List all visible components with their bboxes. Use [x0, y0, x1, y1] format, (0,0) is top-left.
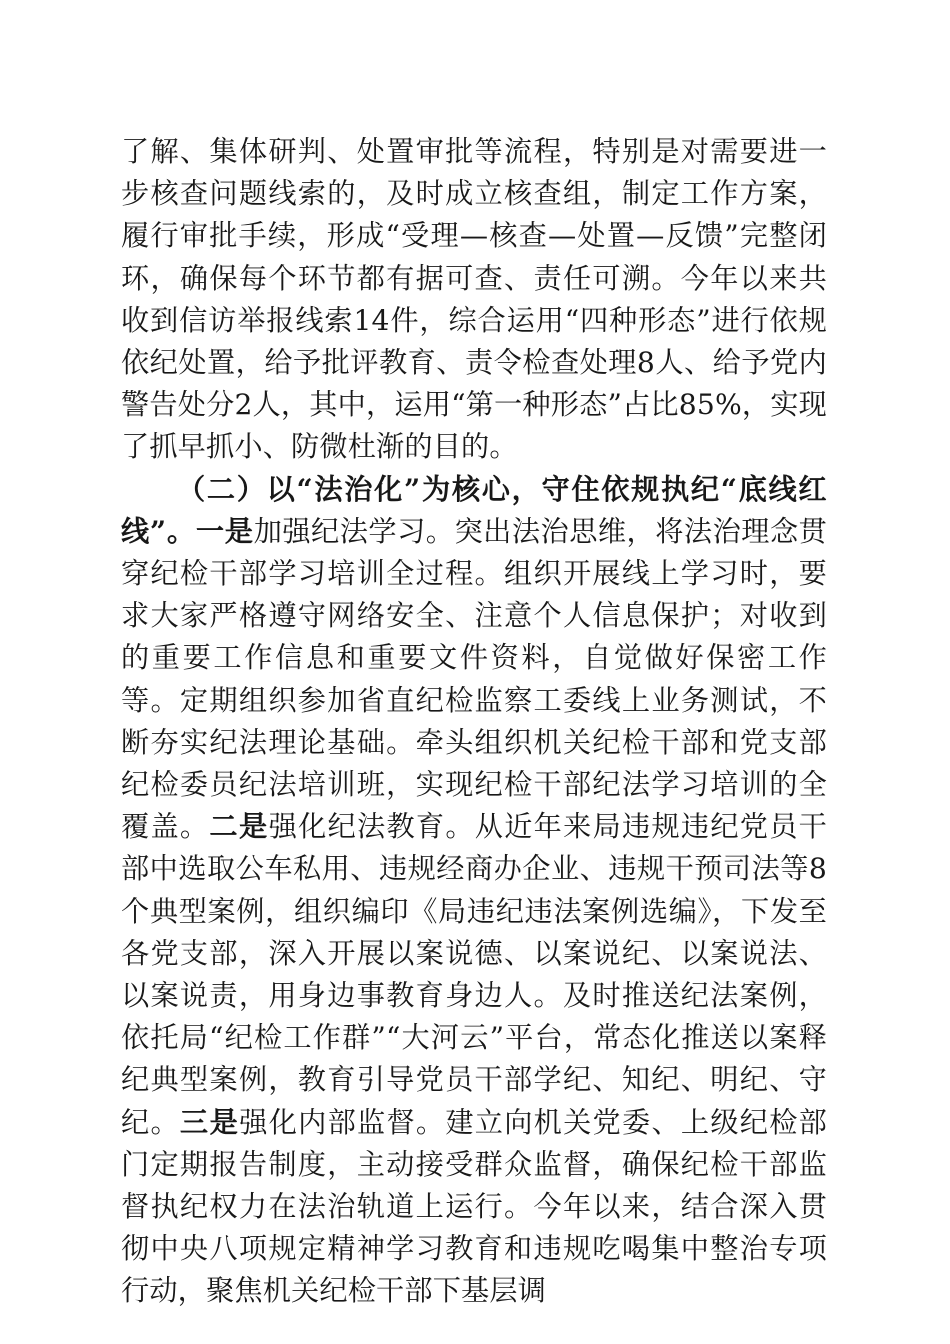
- section-body-run-3: 强化内部监督。建立向机关党委、上级纪检部门定期报告制度，主动接受群众监督，确保纪检干部监督执纪权力在法治轨道上运行。今年以来，结合深入贯彻中央八项规定精神学习教育和违规吃喝集中整治专项行动，聚焦机关纪检干部下基层调: [121, 1105, 827, 1308]
- paragraph-text-run: 了解、集体研判、处置审批等流程，特别是对需要进一步核查问题线索的，及时成立核查组，制定工作方案，履行审批手续，形成“受理—核查—处置—反馈”完整闭环，确保每个环节都有据可查、责任可溯。今年以来共收到信访举报线索14件，综合运用“四种形态”进行依规依纪处置，给予批评教育、责令检查处理8人、给予党内警告处分2人，其中，运用“第一种形态”占比85%，实现了抓早抓小、防微杜渐的目的。: [121, 135, 827, 464]
- point-two-marker: 二是: [209, 810, 269, 844]
- section-body-run-2: 强化纪法教育。从近年来局违规违纪党员干部中选取公车私用、违规经商办企业、违规干预司法等8个典型案例，组织编印《局违纪违法案例选编》，下发至各党支部，深入开展以案说德、以案说纪、以案说法、以案说责，用身边事教育身边人。及时推送纪法案例，依托局“纪检工作群”“大河云”平台，常态化推送以案释纪典型案例，教育引导党员干部学纪、知纪、明纪、守纪。: [121, 810, 827, 1139]
- section-body-run-1: 加强纪法学习。突出法治思维，将法治理念贯穿纪检干部学习培训全过程。组织开展线上学习时，要求大家严格遵守网络安全、注意个人信息保护；对收到的重要工作信息和重要文件资料，自觉做好保密工作等。定期组织参加省直纪检监察工委线上业务测试，不断夯实纪法理论基础。牵头组织机关纪检干部和党支部纪检委员纪法培训班，实现纪检干部纪法学习培训的全覆盖。: [121, 514, 827, 844]
- point-three-marker: 三是: [179, 1105, 240, 1139]
- paragraph-continued: [121, 131, 827, 469]
- paragraph-section-two: [121, 469, 827, 1313]
- section-heading-run: （二）以“法治化”为核心，守住依规执纪“底线红线”。一是: [121, 472, 827, 548]
- text-column: [121, 131, 827, 1313]
